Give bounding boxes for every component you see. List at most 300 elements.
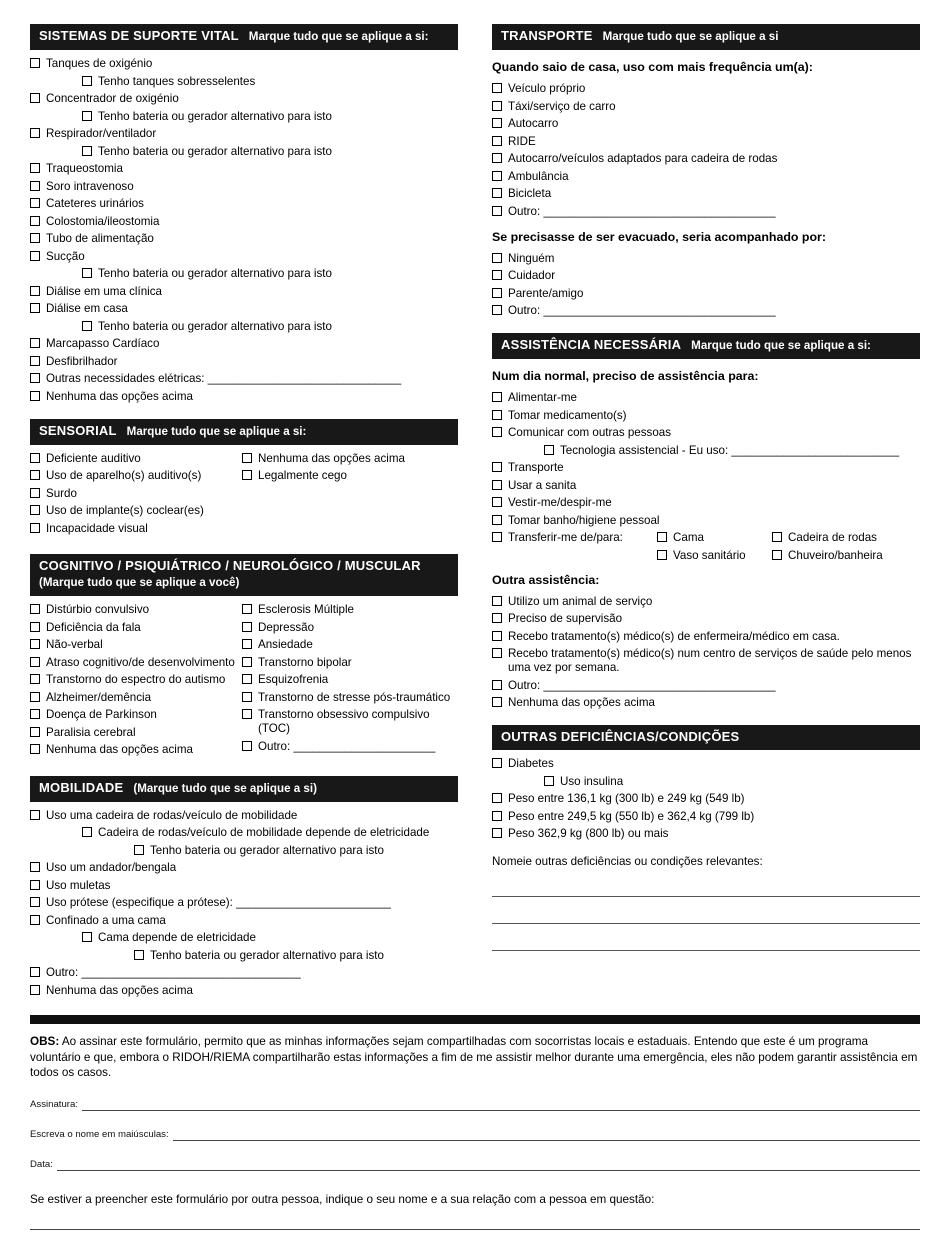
checkbox-cuidador[interactable]: [492, 270, 502, 280]
section-title: OUTRAS DEFICIÊNCIAS/CONDIÇÕES: [501, 729, 740, 744]
option-nenhuma-das-opcoes-acima: [30, 743, 242, 757]
checkbox-preciso-de-supervisao[interactable]: [492, 613, 502, 623]
write-in-line[interactable]: [492, 870, 920, 897]
option-label: Outro: ____________________________________: [508, 678, 776, 692]
checkbox-columns: [30, 452, 458, 540]
option-label: Ambulância: [508, 169, 569, 183]
checkbox-nenhuma-das-opcoes-acima[interactable]: [492, 697, 502, 707]
checkbox-tomar-medicamento-s[interactable]: [492, 410, 502, 420]
section-header-bar: [492, 24, 920, 50]
option-confinado-a-uma-cama: [30, 914, 458, 928]
option-bicicleta: [492, 187, 920, 201]
checkbox-outro[interactable]: [492, 305, 502, 315]
checkbox-tenho-bateria-ou-gerador-alternativo-par[interactable]: [134, 950, 144, 960]
option-label: Diálise em casa: [46, 302, 128, 315]
option-surdo: [30, 487, 242, 501]
subsection-heading: Outra assistência:: [492, 572, 600, 587]
option-label: Distúrbio convulsivo: [46, 603, 150, 616]
option-recebo-tratamento-s-medico-s-num-centro-: [492, 647, 920, 675]
option-label: Outro: __________________________________: [46, 966, 301, 979]
option-label: Preciso de supervisão: [508, 612, 623, 625]
option-nenhuma-das-opcoes-acima: [242, 452, 458, 466]
date-label: Data:: [30, 1158, 53, 1170]
checkbox-cateteres-urinarios[interactable]: [30, 198, 40, 208]
subsection-heading: Se precisasse de ser evacuado, seria acompanhado por:: [492, 229, 827, 244]
option-tubo-de-alimentacao: [30, 232, 458, 246]
option-label: Tenho bateria ou gerador alternativo para isto: [98, 144, 332, 158]
option-label: Usar a sanita: [508, 478, 577, 492]
option-uso-de-implante-s-coclear-es: [30, 504, 242, 518]
option-label: Comunicar com outras pessoas: [508, 426, 672, 439]
option-label: Cama: [673, 531, 704, 544]
option-label: Vaso sanitário: [673, 548, 746, 562]
option-label: Doença de Parkinson: [46, 708, 157, 721]
checkbox-cadeira-de-rodas[interactable]: [772, 532, 782, 542]
checkbox-esquizofrenia[interactable]: [242, 674, 252, 684]
option-label: Diabetes: [508, 757, 554, 770]
option-label: Transtorno bipolar: [258, 655, 352, 669]
checkbox-cama-depende-de-eletricidade[interactable]: [82, 932, 92, 942]
option-label: Cadeira de rodas: [788, 531, 877, 544]
option-label: Paralisia cerebral: [46, 725, 136, 739]
option-label: Alzheimer/demência: [46, 690, 152, 704]
checkbox-transporte[interactable]: [492, 462, 502, 472]
signature-line[interactable]: [82, 1098, 920, 1111]
checkbox-column-right: [242, 452, 458, 540]
print-name-label: Escreva o nome em maiúsculas:: [30, 1128, 169, 1140]
checkbox-deficiente-auditivo[interactable]: [30, 453, 40, 463]
date-line[interactable]: [57, 1158, 920, 1171]
section-title: COGNITIVO / PSIQUIÁTRICO / NEUROLÓGICO / MUSCULAR: [39, 558, 421, 573]
checkbox-uso-um-andador-bengala[interactable]: [30, 862, 40, 872]
option-transporte: [492, 461, 920, 475]
option-tenho-bateria-ou-gerador-alternativo-par: [30, 267, 458, 281]
section-transporte: [492, 24, 920, 318]
option-autocarro: [492, 117, 920, 131]
checkbox-concentrador-de-oxigenio[interactable]: [30, 93, 40, 103]
checkbox-surdo[interactable]: [30, 488, 40, 498]
option-esquizofrenia: [242, 673, 458, 687]
option-label: Tomar banho/higiene pessoal: [508, 513, 660, 527]
inline-option-cama: [657, 531, 704, 545]
checkbox-doenca-de-parkinson[interactable]: [30, 709, 40, 719]
option-esclerosis-multiple: [242, 603, 458, 617]
checkbox-cadeira-de-rodas-veiculo-de-mobilidade-d[interactable]: [82, 827, 92, 837]
option-label: Tenho bateria ou gerador alternativo para isto: [98, 109, 332, 123]
checkbox-marcapasso-cardiaco[interactable]: [30, 338, 40, 348]
option-label: Tenho bateria ou gerador alternativo para isto: [150, 948, 384, 962]
footer-divider-bar: [30, 1015, 920, 1024]
section-subtitle: Marque tudo que se aplique a si:: [126, 424, 307, 438]
checkbox-soro-intravenoso[interactable]: [30, 181, 40, 191]
checkbox-nenhuma-das-opcoes-acima[interactable]: [30, 985, 40, 995]
option-label: Vestir-me/despir-me: [508, 496, 612, 509]
option-label: Esclerosis Múltiple: [258, 603, 354, 616]
checkbox-colostomia-ileostomia[interactable]: [30, 216, 40, 226]
option-respirador-ventilador: [30, 127, 458, 141]
option-label: Peso 362,9 kg (800 lb) ou mais: [508, 827, 669, 840]
checkbox-vestir-me-despir-me[interactable]: [492, 497, 502, 507]
option-veiculo-proprio: [492, 82, 920, 96]
option-outro: [242, 740, 458, 754]
option-label: Deficiente auditivo: [46, 451, 141, 465]
checkbox-esclerosis-multiple[interactable]: [242, 604, 252, 614]
section-header-bar: [30, 554, 458, 596]
option-outro: [492, 304, 920, 318]
section-header-bar: [30, 419, 458, 445]
option-label: Tenho bateria ou gerador alternativo para isto: [98, 267, 332, 280]
checkbox-uso-protese-especifique-a-protese[interactable]: [30, 897, 40, 907]
checkbox-ansiedade[interactable]: [242, 639, 252, 649]
section-body: [492, 50, 920, 318]
option-outro: [492, 205, 920, 219]
option-uso-um-andador-bengala: [30, 861, 458, 875]
checkbox-uso-insulina[interactable]: [544, 776, 554, 786]
checkbox-outras-necessidades-eletricas[interactable]: [30, 373, 40, 383]
option-label: Uso de aparelho(s) auditivo(s): [46, 469, 202, 482]
section-subtitle: (Marque tudo que se aplique a você): [39, 576, 240, 589]
option-label: Soro intravenoso: [46, 179, 134, 193]
option-concentrador-de-oxigenio: [30, 92, 458, 106]
option-cadeira-de-rodas-veiculo-de-mobilidade-d: [30, 826, 458, 840]
checkbox-atraso-cognitivo-de-desenvolvimento[interactable]: [30, 657, 40, 667]
checkbox-ambulancia[interactable]: [492, 171, 502, 181]
checkbox-ninguem[interactable]: [492, 253, 502, 263]
signature-row: [30, 1098, 920, 1111]
section-body: [30, 445, 458, 540]
option-atraso-cognitivo-de-desenvolvimento: [30, 656, 242, 670]
option-label: Concentrador de oxigénio: [46, 92, 179, 105]
checkbox-legalmente-cego[interactable]: [242, 470, 252, 480]
inline-option-vaso-sanitario: [657, 549, 746, 563]
checkbox-outro[interactable]: [492, 680, 502, 690]
option-parente-amigo: [492, 287, 920, 301]
checkbox-chuveiro-banheira[interactable]: [772, 550, 782, 560]
checkbox-diabetes[interactable]: [492, 758, 502, 768]
section-title: SISTEMAS DE SUPORTE VITAL: [39, 28, 239, 43]
checkbox-transtorno-de-stresse-pos-traumatico[interactable]: [242, 692, 252, 702]
option-uso-de-aparelho-s-auditivo-s: [30, 469, 242, 483]
obs-paragraph: [30, 1034, 920, 1081]
option-paralisia-cerebral: [30, 726, 242, 740]
section-body: [492, 750, 920, 951]
option-label: Cadeira de rodas/veículo de mobilidade depende de eletricidade: [98, 826, 430, 839]
checkbox-tanques-de-oxigenio[interactable]: [30, 58, 40, 68]
checkbox-recebo-tratamento-s-medico-s-de-enfermei[interactable]: [492, 631, 502, 641]
option-label: Nenhuma das opções acima: [46, 743, 193, 756]
option-label: Deficiência da fala: [46, 620, 141, 634]
date-row: [30, 1158, 920, 1171]
option-label: Tanques de oxigénio: [46, 57, 153, 70]
checkbox-uso-uma-cadeira-de-rodas-veiculo-de-mobi[interactable]: [30, 810, 40, 820]
section-header-bar: [492, 333, 920, 359]
obs-label: OBS:: [30, 1035, 60, 1048]
checkbox-outro[interactable]: [492, 206, 502, 216]
obs-text: Ao assinar este formulário, permito que as minhas informações sejam compartilhadas com socorristas locais e estaduais. Entendo que este é um programa voluntário e que, embora o RIDOH/RIEMA compartilharão estas informações a fim de me assistir melhor durante uma emergência, eles não podem garantir assistência em todos os casos.: [30, 1035, 918, 1079]
option-outro: [30, 966, 458, 980]
option-recebo-tratamento-s-medico-s-de-enfermei: [492, 630, 920, 644]
checkbox-recebo-tratamento-s-medico-s-num-centro-[interactable]: [492, 648, 502, 658]
checkbox-uso-de-aparelho-s-auditivo-s[interactable]: [30, 470, 40, 480]
checkbox-tubo-de-alimentacao[interactable]: [30, 233, 40, 243]
option-nao-verbal: [30, 638, 242, 652]
option-autocarro-veiculos-adaptados-para-cadeir: [492, 152, 920, 166]
option-label: Traqueostomia: [46, 162, 123, 175]
checkbox-confinado-a-uma-cama[interactable]: [30, 915, 40, 925]
checkbox-column-left: [30, 452, 242, 540]
checkbox-disturbio-convulsivo[interactable]: [30, 604, 40, 614]
checkbox-peso-entre-136-1-kg-300-lb-e-249-kg-549-[interactable]: [492, 793, 502, 803]
option-label: Desfibrilhador: [46, 354, 118, 368]
option-tanques-de-oxigenio: [30, 57, 458, 71]
option-label: Parente/amigo: [508, 286, 584, 300]
section-body: [30, 50, 458, 404]
option-usar-a-sanita: [492, 479, 920, 493]
option-label: Outro: ____________________________________: [508, 304, 776, 317]
checkbox-peso-entre-249-5-kg-550-lb-e-362-4-kg-79[interactable]: [492, 811, 502, 821]
option-label: RIDE: [508, 134, 536, 148]
option-ride: [492, 135, 920, 149]
option-tenho-bateria-ou-gerador-alternativo-par: [30, 145, 458, 159]
option-label: Tenho tanques sobresselentes: [98, 74, 256, 88]
checkbox-nenhuma-das-opcoes-acima[interactable]: [30, 744, 40, 754]
checkbox-utilizo-um-animal-de-servico[interactable]: [492, 596, 502, 606]
option-transtorno-do-espectro-do-autismo: [30, 673, 242, 687]
section-subtitle: Marque tudo que se aplique a si:: [691, 339, 871, 352]
option-label: Nenhuma das opções acima: [508, 696, 655, 709]
checkbox-uso-de-implante-s-coclear-es[interactable]: [30, 505, 40, 515]
option-outro: [492, 679, 920, 693]
option-tenho-bateria-ou-gerador-alternativo-par: [30, 110, 458, 124]
option-label: Ansiedade: [258, 638, 313, 651]
option-tecnologia-assistencial-eu-uso: [492, 444, 920, 458]
section-body: [30, 802, 458, 998]
checkbox-dialise-em-uma-clinica[interactable]: [30, 286, 40, 296]
option-cateteres-urinarios: [30, 197, 458, 211]
option-alimentar-me: [492, 391, 920, 405]
checkbox-veiculo-proprio[interactable]: [492, 83, 502, 93]
option-label: Transferir-me de/para:: [508, 531, 623, 544]
section-title: TRANSPORTE: [501, 28, 593, 43]
checkbox-nao-verbal[interactable]: [30, 639, 40, 649]
section-header-bar: [30, 24, 458, 50]
checkbox-dialise-em-casa[interactable]: [30, 303, 40, 313]
checkbox-respirador-ventilador[interactable]: [30, 128, 40, 138]
section-subtitle: Marque tudo que se aplique a si:: [248, 30, 429, 43]
option-uso-muletas: [30, 879, 458, 893]
option-label: Utilizo um animal de serviço: [508, 594, 653, 608]
proxy-question-text: Se estiver a preencher este formulário por outra pessoa, indique o seu nome e a sua relação com a pessoa em questão:: [30, 1192, 655, 1206]
checkbox-outro[interactable]: [30, 967, 40, 977]
option-label: Tomar medicamento(s): [508, 408, 627, 422]
option-label: Tenho bateria ou gerador alternativo para isto: [98, 319, 332, 333]
checkbox-autocarro-veiculos-adaptados-para-cadeir[interactable]: [492, 153, 502, 163]
checkbox-tenho-tanques-sobresselentes[interactable]: [82, 76, 92, 86]
print-name-line[interactable]: [173, 1128, 920, 1141]
option-deficiencia-da-fala: [30, 621, 242, 635]
option-vaso-sanitario: [492, 549, 920, 562]
checkbox-taxi-servico-de-carro[interactable]: [492, 101, 502, 111]
checkbox-tenho-bateria-ou-gerador-alternativo-par[interactable]: [82, 321, 92, 331]
option-marcapasso-cardiaco: [30, 337, 458, 351]
checkbox-tomar-banho-higiene-pessoal[interactable]: [492, 515, 502, 525]
option-label: Uso uma cadeira de rodas/veículo de mobilidade: [46, 808, 298, 822]
checkbox-transtorno-do-espectro-do-autismo[interactable]: [30, 674, 40, 684]
checkbox-tenho-bateria-ou-gerador-alternativo-par[interactable]: [82, 146, 92, 156]
checkbox-column-right: [242, 603, 458, 761]
option-utilizo-um-animal-de-servico: [492, 595, 920, 609]
checkbox-columns: [30, 603, 458, 761]
section-header-bar: [30, 776, 458, 802]
checkbox-ride[interactable]: [492, 136, 502, 146]
checkbox-usar-a-sanita[interactable]: [492, 480, 502, 490]
inline-option-chuveiro-banheira: [772, 549, 883, 563]
option-label: Confinado a uma cama: [46, 913, 166, 927]
section-sistemas-de-suporte-vital: [30, 24, 458, 404]
option-colostomia-ileostomia: [30, 215, 458, 229]
option-diabetes: [492, 757, 920, 771]
checkbox-nenhuma-das-opcoes-acima[interactable]: [242, 453, 252, 463]
option-label: Tubo de alimentação: [46, 232, 154, 245]
option-label: Sucção: [46, 249, 85, 263]
checkbox-cama[interactable]: [657, 532, 667, 542]
write-in-line[interactable]: [492, 924, 920, 951]
option-traqueostomia: [30, 162, 458, 176]
option-label: Surdo: [46, 486, 77, 500]
section-mobilidade: [30, 776, 458, 998]
option-label: Autocarro/veículos adaptados para cadeira de rodas: [508, 152, 778, 165]
option-transtorno-bipolar: [242, 656, 458, 670]
section-sensorial: [30, 419, 458, 540]
option-label: Autocarro: [508, 117, 559, 130]
checkbox-nenhuma-das-opcoes-acima[interactable]: [30, 391, 40, 401]
option-ambulancia: [492, 170, 920, 184]
option-label: Cateteres urinários: [46, 197, 144, 210]
option-outras-necessidades-eletricas: [30, 372, 458, 386]
option-taxi-servico-de-carro: [492, 100, 920, 114]
write-in-line[interactable]: [492, 897, 920, 924]
checkbox-paralisia-cerebral[interactable]: [30, 727, 40, 737]
option-label: Alimentar-me: [508, 391, 577, 404]
option-transtorno-de-stresse-pos-traumatico: [242, 691, 458, 705]
option-label: Uso insulina: [560, 774, 624, 788]
option-label: Recebo tratamento(s) médico(s) num centro de serviços de saúde pelo menos uma vez por semana.: [508, 647, 912, 674]
checkbox-traqueostomia[interactable]: [30, 163, 40, 173]
section-subtitle: Marque tudo que se aplique a si: [602, 30, 779, 43]
checkbox-uso-muletas[interactable]: [30, 880, 40, 890]
option-tomar-banho-higiene-pessoal: [492, 514, 920, 528]
checkbox-bicicleta[interactable]: [492, 188, 502, 198]
checkbox-alzheimer-demencia[interactable]: [30, 692, 40, 702]
checkbox-vaso-sanitario[interactable]: [657, 550, 667, 560]
checkbox-succao[interactable]: [30, 251, 40, 261]
checkbox-autocarro[interactable]: [492, 118, 502, 128]
option-deficiente-auditivo: [30, 452, 242, 466]
option-uso-insulina: [492, 775, 920, 789]
section-title: SENSORIAL: [39, 422, 117, 438]
option-label: Táxi/serviço de carro: [508, 99, 616, 113]
proxy-answer-line[interactable]: [30, 1206, 920, 1230]
option-desfibrilhador: [30, 355, 458, 369]
subsection-heading: Quando saio de casa, uso com mais frequência um(a):: [492, 60, 813, 74]
section-header-bar: [492, 725, 920, 750]
option-tenho-tanques-sobresselentes: [30, 75, 458, 89]
checkbox-deficiencia-da-fala[interactable]: [30, 622, 40, 632]
option-alzheimer-demencia: [30, 691, 242, 705]
option-label: Recebo tratamento(s) médico(s) de enfermeira/médico em casa.: [508, 629, 840, 643]
option-label: Legalmente cego: [258, 469, 347, 482]
checkbox-tenho-bateria-ou-gerador-alternativo-par[interactable]: [134, 845, 144, 855]
checkbox-incapacidade-visual[interactable]: [30, 523, 40, 533]
option-label: Atraso cognitivo/de desenvolvimento: [46, 655, 235, 669]
checkbox-alimentar-me[interactable]: [492, 392, 502, 402]
form-columns: [30, 24, 920, 1001]
checkbox-tecnologia-assistencial-eu-uso[interactable]: [544, 445, 554, 455]
checkbox-tenho-bateria-ou-gerador-alternativo-par[interactable]: [82, 111, 92, 121]
option-label: Tenho bateria ou gerador alternativo para isto: [150, 843, 384, 857]
option-label: Uso um andador/bengala: [46, 861, 177, 874]
option-label: Cuidador: [508, 269, 556, 282]
option-disturbio-convulsivo: [30, 603, 242, 617]
checkbox-transferir-me-de-para[interactable]: [492, 532, 502, 542]
footer: [30, 1015, 920, 1230]
option-uso-uma-cadeira-de-rodas-veiculo-de-mobi: [30, 809, 458, 823]
option-label: Respirador/ventilador: [46, 127, 157, 140]
option-nenhuma-das-opcoes-acima: [30, 390, 458, 404]
option-dialise-em-uma-clinica: [30, 285, 458, 299]
checkbox-peso-362-9-kg-800-lb-ou-mais[interactable]: [492, 828, 502, 838]
option-label: Esquizofrenia: [258, 673, 329, 686]
option-label: Uso prótese (especifique a prótese): ________________________: [46, 896, 391, 909]
option-soro-intravenoso: [30, 180, 458, 194]
option-succao: [30, 250, 458, 264]
option-label: Nenhuma das opções acima: [46, 389, 193, 403]
option-ninguem: [492, 252, 920, 266]
checkbox-comunicar-com-outras-pessoas[interactable]: [492, 427, 502, 437]
option-label: Chuveiro/banheira: [788, 548, 883, 562]
option-label: Tecnologia assistencial - Eu uso: __________________________: [560, 443, 900, 457]
option-label: Transtorno obsessivo compulsivo (TOC): [258, 708, 430, 735]
option-doenca-de-parkinson: [30, 708, 242, 722]
option-uso-protese-especifique-a-protese: [30, 896, 458, 910]
option-label: Uso muletas: [46, 878, 111, 892]
option-tomar-medicamento-s: [492, 409, 920, 423]
option-depressao: [242, 621, 458, 635]
option-label: Outro: ____________________________________: [508, 204, 776, 218]
checkbox-outro[interactable]: [242, 741, 252, 751]
checkbox-parente-amigo[interactable]: [492, 288, 502, 298]
option-label: Outras necessidades elétricas: ______________________________: [46, 372, 402, 385]
option-label: Bicicleta: [508, 187, 552, 200]
option-label: Não-verbal: [46, 638, 103, 651]
inline-option-cadeira-de-rodas: [772, 531, 877, 545]
option-incapacidade-visual: [30, 522, 242, 536]
section-title: ASSISTÊNCIA NECESSÁRIA: [501, 337, 682, 352]
section-body: [492, 359, 920, 710]
option-tenho-bateria-ou-gerador-alternativo-par: [30, 844, 458, 858]
option-dialise-em-casa: [30, 302, 458, 316]
option-label: Transtorno do espectro do autismo: [46, 673, 226, 686]
checkbox-desfibrilhador[interactable]: [30, 356, 40, 366]
checkbox-transtorno-obsessivo-compulsivo-toc[interactable]: [242, 709, 252, 719]
right-column: [492, 24, 920, 951]
option-peso-entre-249-5-kg-550-lb-e-362-4-kg-79: [492, 810, 920, 824]
checkbox-transtorno-bipolar[interactable]: [242, 657, 252, 667]
checkbox-tenho-bateria-ou-gerador-alternativo-par[interactable]: [82, 268, 92, 278]
option-label: Marcapasso Cardíaco: [46, 337, 160, 350]
checkbox-depressao[interactable]: [242, 622, 252, 632]
left-column: [30, 24, 458, 1001]
